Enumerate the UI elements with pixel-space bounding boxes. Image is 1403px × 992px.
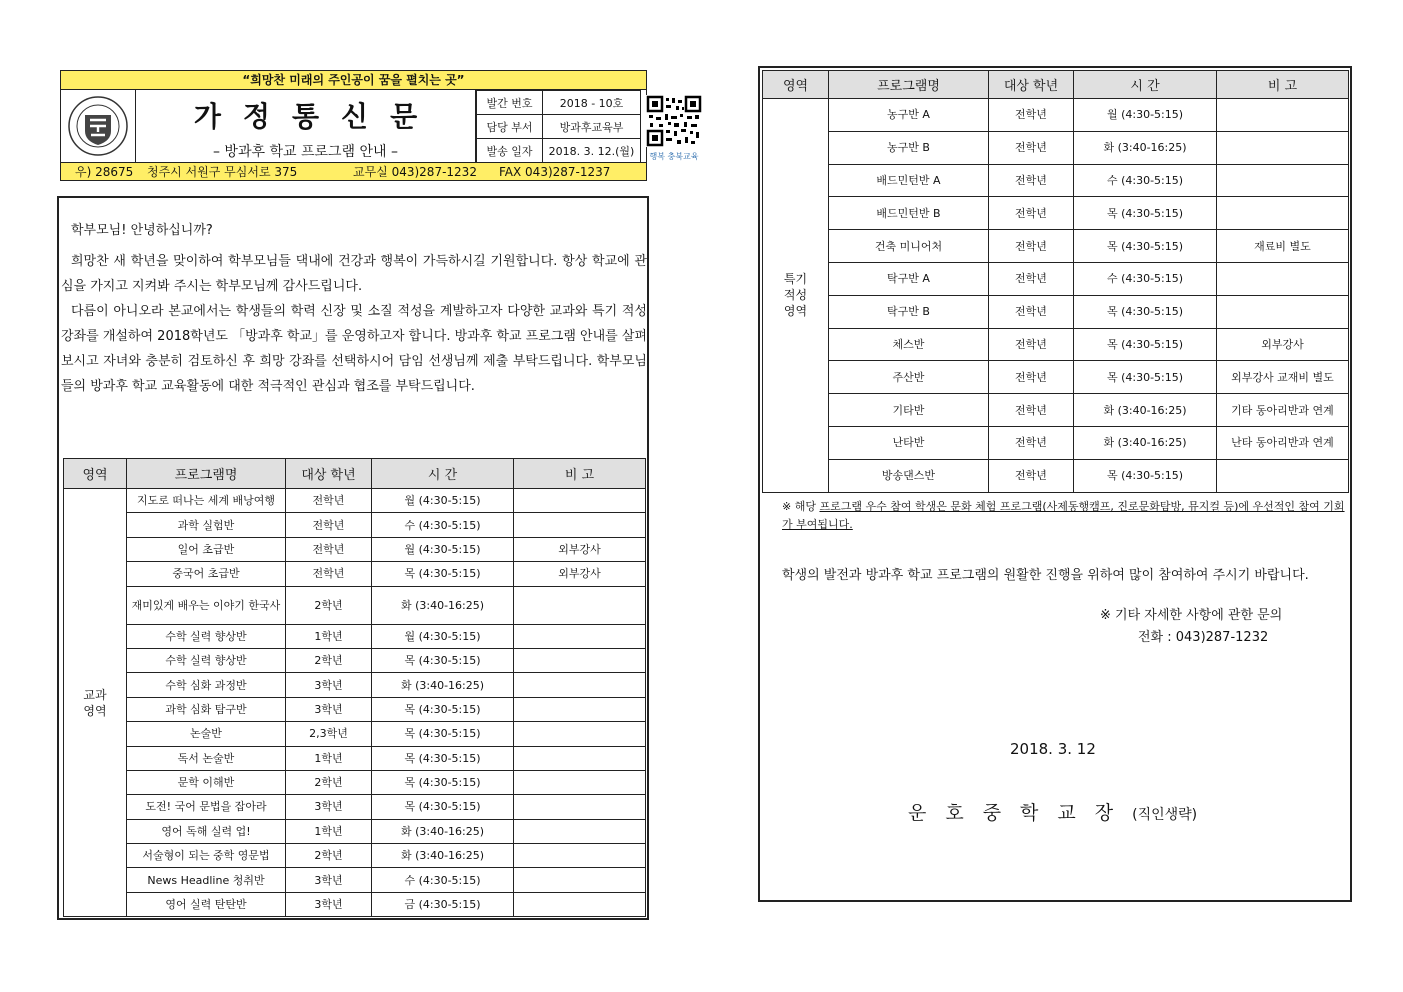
publication-info-table bbox=[476, 90, 641, 163]
column-header: 비 고 bbox=[514, 459, 646, 489]
program-time-cell: 월 (4:30-5:15) bbox=[372, 489, 514, 513]
program-grade-cell: 3학년 bbox=[286, 892, 372, 916]
program-grade-cell: 전학년 bbox=[989, 459, 1074, 492]
program-time-cell: 목 (4:30-5:15) bbox=[1074, 459, 1217, 492]
principal-signature bbox=[908, 798, 1197, 825]
program-time-cell: 수 (4:30-5:15) bbox=[1074, 262, 1217, 295]
table-row bbox=[64, 746, 646, 770]
table-row bbox=[64, 770, 646, 794]
program-time-cell: 목 (4:30-5:15) bbox=[372, 722, 514, 746]
program-note-cell bbox=[1217, 99, 1349, 132]
program-name-cell: 체스반 bbox=[829, 328, 989, 361]
program-name-cell: 도전! 국어 문법을 잡아라 bbox=[127, 795, 286, 819]
table-row bbox=[64, 892, 646, 916]
program-time-cell: 화 (3:40-16:25) bbox=[1074, 394, 1217, 427]
program-name-cell: 농구반 B bbox=[829, 131, 989, 164]
program-time-cell: 월 (4:30-5:15) bbox=[372, 624, 514, 648]
program-note-cell: 외부강사 교재비 별도 bbox=[1217, 361, 1349, 394]
program-grade-cell: 전학년 bbox=[989, 394, 1074, 427]
program-grade-cell: 전학년 bbox=[989, 295, 1074, 328]
program-note-cell bbox=[514, 722, 646, 746]
program-time-cell: 수 (4:30-5:15) bbox=[372, 868, 514, 892]
table-row bbox=[64, 868, 646, 892]
program-note-cell bbox=[1217, 459, 1349, 492]
table-row bbox=[64, 537, 646, 561]
program-note-cell bbox=[514, 868, 646, 892]
issue-date: 2018. 3. 12 bbox=[1010, 740, 1096, 758]
program-note-cell bbox=[514, 513, 646, 537]
program-time-cell: 월 (4:30-5:15) bbox=[372, 537, 514, 561]
program-grade-cell: 2학년 bbox=[286, 770, 372, 794]
info-key: 담당 부서 bbox=[477, 115, 543, 139]
program-time-cell: 화 (3:40-16:25) bbox=[372, 819, 514, 843]
program-grade-cell: 1학년 bbox=[286, 819, 372, 843]
program-name-cell: 지도로 떠나는 세계 배낭여행 bbox=[127, 489, 286, 513]
program-time-cell: 목 (4:30-5:15) bbox=[1074, 295, 1217, 328]
program-name-cell: 기타반 bbox=[829, 394, 989, 427]
table-row bbox=[763, 361, 1349, 394]
program-name-cell: 배드민턴반 B bbox=[829, 197, 989, 230]
table-row bbox=[64, 819, 646, 843]
program-time-cell: 화 (3:40-16:25) bbox=[372, 673, 514, 697]
table-row bbox=[763, 295, 1349, 328]
program-grade-cell: 전학년 bbox=[989, 131, 1074, 164]
office-phone: 교무실 043)287-1232 bbox=[353, 165, 477, 179]
table-row bbox=[64, 648, 646, 672]
program-note-cell bbox=[1217, 164, 1349, 197]
program-time-cell: 목 (4:30-5:15) bbox=[1074, 361, 1217, 394]
program-note-cell bbox=[1217, 131, 1349, 164]
info-key: 발간 번호 bbox=[477, 91, 543, 115]
program-time-cell: 목 (4:30-5:15) bbox=[372, 795, 514, 819]
greeting: 학부모님! 안녕하십니까? bbox=[71, 223, 213, 238]
intro-paragraph: 다름이 아니오라 본교에서는 학생들의 학력 신장 및 소질 적성을 계발하고자 다양한 교과와 특기 적성 강좌를 개설하여 2018학년도 「방과후 학교」를 운영하고자 합니다. 방과후 학교 프로그램 안내를 살펴보시고 자녀와 충분히 검토하신 후 희망 강좌를 선택하시어 담임 선생님께 제출 부탁드립니다. 학부모님들의 방과후 학교 교육활동에 대한 적극적인 관심과 협조를 부탁드립니다. bbox=[61, 304, 647, 394]
column-header: 영역 bbox=[64, 459, 127, 489]
program-grade-cell: 2,3학년 bbox=[286, 722, 372, 746]
area-cell: 특기 적성 영역 bbox=[763, 99, 829, 493]
table-row bbox=[763, 426, 1349, 459]
note-underlined: 프로그램 우수 참여 학생은 문화 체험 프로그램(사제동행캠프, 진로문화탐방, 뮤지컬 등)에 우선적인 참여 기회가 부여됩니다. bbox=[782, 500, 1345, 531]
school-motto: “희망찬 미래의 주인공이 꿈을 펼치는 곳” bbox=[61, 71, 646, 90]
program-time-cell: 수 (4:30-5:15) bbox=[1074, 164, 1217, 197]
program-note-cell: 재료비 별도 bbox=[1217, 230, 1349, 263]
program-grade-cell: 전학년 bbox=[989, 99, 1074, 132]
info-row bbox=[477, 91, 641, 115]
program-time-cell: 목 (4:30-5:15) bbox=[1074, 230, 1217, 263]
left-content-box bbox=[57, 196, 649, 920]
program-name-cell: 논술반 bbox=[127, 722, 286, 746]
subject-program-table bbox=[63, 458, 646, 917]
program-name-cell: 수학 실력 향상반 bbox=[127, 648, 286, 672]
page-title: 가정통신문 bbox=[193, 100, 440, 133]
table-row bbox=[64, 513, 646, 537]
table-header-row bbox=[64, 459, 646, 489]
program-note-cell: 외부강사 bbox=[1217, 328, 1349, 361]
program-note-cell bbox=[514, 697, 646, 721]
program-grade-cell: 2학년 bbox=[286, 844, 372, 868]
school-address-bar bbox=[61, 162, 646, 180]
table-row bbox=[763, 99, 1349, 132]
title-cell bbox=[136, 90, 476, 163]
page-subtitle: – 방과후 학교 프로그램 안내 – bbox=[212, 144, 398, 160]
program-grade-cell: 2학년 bbox=[286, 586, 372, 624]
program-note-cell bbox=[514, 892, 646, 916]
table-row bbox=[763, 459, 1349, 492]
program-note-cell: 난타 동아리반과 연계 bbox=[1217, 426, 1349, 459]
program-grade-cell: 전학년 bbox=[286, 513, 372, 537]
program-name-cell: 배드민턴반 A bbox=[829, 164, 989, 197]
program-time-cell: 목 (4:30-5:15) bbox=[372, 770, 514, 794]
info-row bbox=[477, 139, 641, 163]
program-note-cell bbox=[514, 489, 646, 513]
program-name-cell: 난타반 bbox=[829, 426, 989, 459]
street-address: 청주시 서원구 무심서로 375 bbox=[147, 165, 298, 179]
table-row bbox=[763, 394, 1349, 427]
table-row bbox=[64, 586, 646, 624]
program-name-cell: 일어 초급반 bbox=[127, 537, 286, 561]
contact-heading: ※ 기타 자세한 사항에 관한 문의 bbox=[1100, 608, 1283, 623]
program-grade-cell: 전학년 bbox=[286, 537, 372, 561]
program-note-cell bbox=[514, 746, 646, 770]
right-content-box bbox=[758, 66, 1352, 902]
program-grade-cell: 전학년 bbox=[286, 489, 372, 513]
table-row bbox=[763, 230, 1349, 263]
signature-suffix: (직인생략) bbox=[1132, 807, 1198, 823]
table-header-row bbox=[763, 71, 1349, 99]
program-name-cell: 탁구반 B bbox=[829, 295, 989, 328]
program-grade-cell: 전학년 bbox=[989, 262, 1074, 295]
program-name-cell: 문학 이해반 bbox=[127, 770, 286, 794]
program-name-cell: 과학 심화 탐구반 bbox=[127, 697, 286, 721]
program-time-cell: 목 (4:30-5:15) bbox=[372, 746, 514, 770]
school-logo-cell bbox=[61, 90, 136, 163]
program-name-cell: 건축 미니어처 bbox=[829, 230, 989, 263]
info-value: 2018 - 10호 bbox=[543, 91, 641, 115]
program-note-cell bbox=[1217, 295, 1349, 328]
program-note-cell bbox=[1217, 197, 1349, 230]
zip-code: 우) 28675 bbox=[75, 165, 134, 179]
program-grade-cell: 3학년 bbox=[286, 868, 372, 892]
program-name-cell: 수학 심화 과정반 bbox=[127, 673, 286, 697]
column-header: 시 간 bbox=[372, 459, 514, 489]
table-row bbox=[64, 795, 646, 819]
program-name-cell: 방송댄스반 bbox=[829, 459, 989, 492]
program-note-cell bbox=[514, 844, 646, 868]
program-grade-cell: 전학년 bbox=[286, 562, 372, 586]
program-name-cell: 재미있게 배우는 이야기 한국사 bbox=[127, 586, 286, 624]
note-plain: 해당 bbox=[791, 500, 820, 513]
program-name-cell: 독서 논술반 bbox=[127, 746, 286, 770]
program-note-cell: 기타 동아리반과 연계 bbox=[1217, 394, 1349, 427]
table-row bbox=[64, 624, 646, 648]
column-header: 대상 학년 bbox=[989, 71, 1074, 99]
program-time-cell: 목 (4:30-5:15) bbox=[1074, 328, 1217, 361]
program-grade-cell: 전학년 bbox=[989, 197, 1074, 230]
table-row bbox=[763, 131, 1349, 164]
program-time-cell: 목 (4:30-5:15) bbox=[372, 648, 514, 672]
qr-caption: 행복 충북교육 bbox=[649, 152, 699, 161]
note-mark: ※ bbox=[782, 500, 792, 513]
program-time-cell: 화 (3:40-16:25) bbox=[1074, 426, 1217, 459]
column-header: 프로그램명 bbox=[829, 71, 989, 99]
program-grade-cell: 전학년 bbox=[989, 426, 1074, 459]
program-note-cell bbox=[1217, 262, 1349, 295]
qr-code-icon[interactable] bbox=[646, 95, 702, 147]
program-grade-cell: 1학년 bbox=[286, 746, 372, 770]
column-header: 영역 bbox=[763, 71, 829, 99]
program-name-cell: 농구반 A bbox=[829, 99, 989, 132]
program-time-cell: 화 (3:40-16:25) bbox=[372, 844, 514, 868]
signature-name: 운호중학교장 bbox=[908, 802, 1133, 824]
program-grade-cell: 전학년 bbox=[989, 230, 1074, 263]
program-time-cell: 목 (4:30-5:15) bbox=[372, 562, 514, 586]
qr-cell bbox=[641, 90, 707, 163]
program-note-cell bbox=[514, 648, 646, 672]
program-name-cell: 주산반 bbox=[829, 361, 989, 394]
program-grade-cell: 3학년 bbox=[286, 673, 372, 697]
closing-sentence: 학생의 발전과 방과후 학교 프로그램의 원활한 진행을 위하여 많이 참여하여 주시기 바랍니다. bbox=[782, 568, 1309, 583]
program-note-cell bbox=[514, 673, 646, 697]
info-key: 발송 일자 bbox=[477, 139, 543, 163]
table-row bbox=[64, 562, 646, 586]
program-note-cell: 외부강사 bbox=[514, 562, 646, 586]
program-time-cell: 화 (3:40-16:25) bbox=[1074, 131, 1217, 164]
table-row bbox=[763, 328, 1349, 361]
program-name-cell: 과학 실험반 bbox=[127, 513, 286, 537]
table-row bbox=[763, 164, 1349, 197]
program-name-cell: 영어 독해 실력 업! bbox=[127, 819, 286, 843]
participation-note bbox=[782, 498, 1352, 534]
fax-number: FAX 043)287-1237 bbox=[499, 165, 611, 179]
contact-phone: 전화 : 043)287-1232 bbox=[1138, 630, 1269, 645]
program-note-cell bbox=[514, 770, 646, 794]
program-time-cell: 화 (3:40-16:25) bbox=[372, 586, 514, 624]
info-row bbox=[477, 115, 641, 139]
program-time-cell: 금 (4:30-5:15) bbox=[372, 892, 514, 916]
program-grade-cell: 1학년 bbox=[286, 624, 372, 648]
column-header: 시 간 bbox=[1074, 71, 1217, 99]
program-grade-cell: 전학년 bbox=[989, 328, 1074, 361]
program-name-cell: 중국어 초급반 bbox=[127, 562, 286, 586]
column-header: 프로그램명 bbox=[127, 459, 286, 489]
program-grade-cell: 전학년 bbox=[989, 361, 1074, 394]
program-name-cell: 탁구반 A bbox=[829, 262, 989, 295]
table-row bbox=[64, 489, 646, 513]
school-emblem-icon bbox=[67, 95, 129, 157]
table-row bbox=[64, 673, 646, 697]
table-row bbox=[763, 197, 1349, 230]
program-time-cell: 목 (4:30-5:15) bbox=[372, 697, 514, 721]
column-header: 비 고 bbox=[1217, 71, 1349, 99]
program-note-cell bbox=[514, 819, 646, 843]
program-note-cell bbox=[514, 624, 646, 648]
program-name-cell: 영어 실력 탄탄반 bbox=[127, 892, 286, 916]
program-note-cell bbox=[514, 795, 646, 819]
area-cell: 교과 영역 bbox=[64, 489, 127, 917]
table-row bbox=[64, 844, 646, 868]
extracurricular-program-table bbox=[762, 70, 1349, 493]
program-grade-cell: 3학년 bbox=[286, 697, 372, 721]
info-value: 방과후교육부 bbox=[543, 115, 641, 139]
column-header: 대상 학년 bbox=[286, 459, 372, 489]
table-row bbox=[763, 262, 1349, 295]
program-grade-cell: 전학년 bbox=[989, 164, 1074, 197]
program-name-cell: 서술형이 되는 중학 영문법 bbox=[127, 844, 286, 868]
program-time-cell: 수 (4:30-5:15) bbox=[372, 513, 514, 537]
program-grade-cell: 2학년 bbox=[286, 648, 372, 672]
program-note-cell bbox=[514, 586, 646, 624]
table-row bbox=[64, 697, 646, 721]
program-time-cell: 목 (4:30-5:15) bbox=[1074, 197, 1217, 230]
program-name-cell: News Headline 청취반 bbox=[127, 868, 286, 892]
program-time-cell: 월 (4:30-5:15) bbox=[1074, 99, 1217, 132]
program-note-cell: 외부강사 bbox=[514, 537, 646, 561]
info-value: 2018. 3. 12.(월) bbox=[543, 139, 641, 163]
table-row bbox=[64, 722, 646, 746]
program-name-cell: 수학 실력 향상반 bbox=[127, 624, 286, 648]
program-grade-cell: 3학년 bbox=[286, 795, 372, 819]
newsletter-header bbox=[60, 70, 699, 181]
intro-paragraph: 희망찬 새 학년을 맞이하여 학부모님들 댁내에 건강과 행복이 가득하시길 기원합니다. 항상 학교에 관심을 가지고 지켜봐 주시는 학부모님께 감사드립니다. bbox=[61, 254, 647, 294]
intro-text bbox=[61, 218, 647, 399]
